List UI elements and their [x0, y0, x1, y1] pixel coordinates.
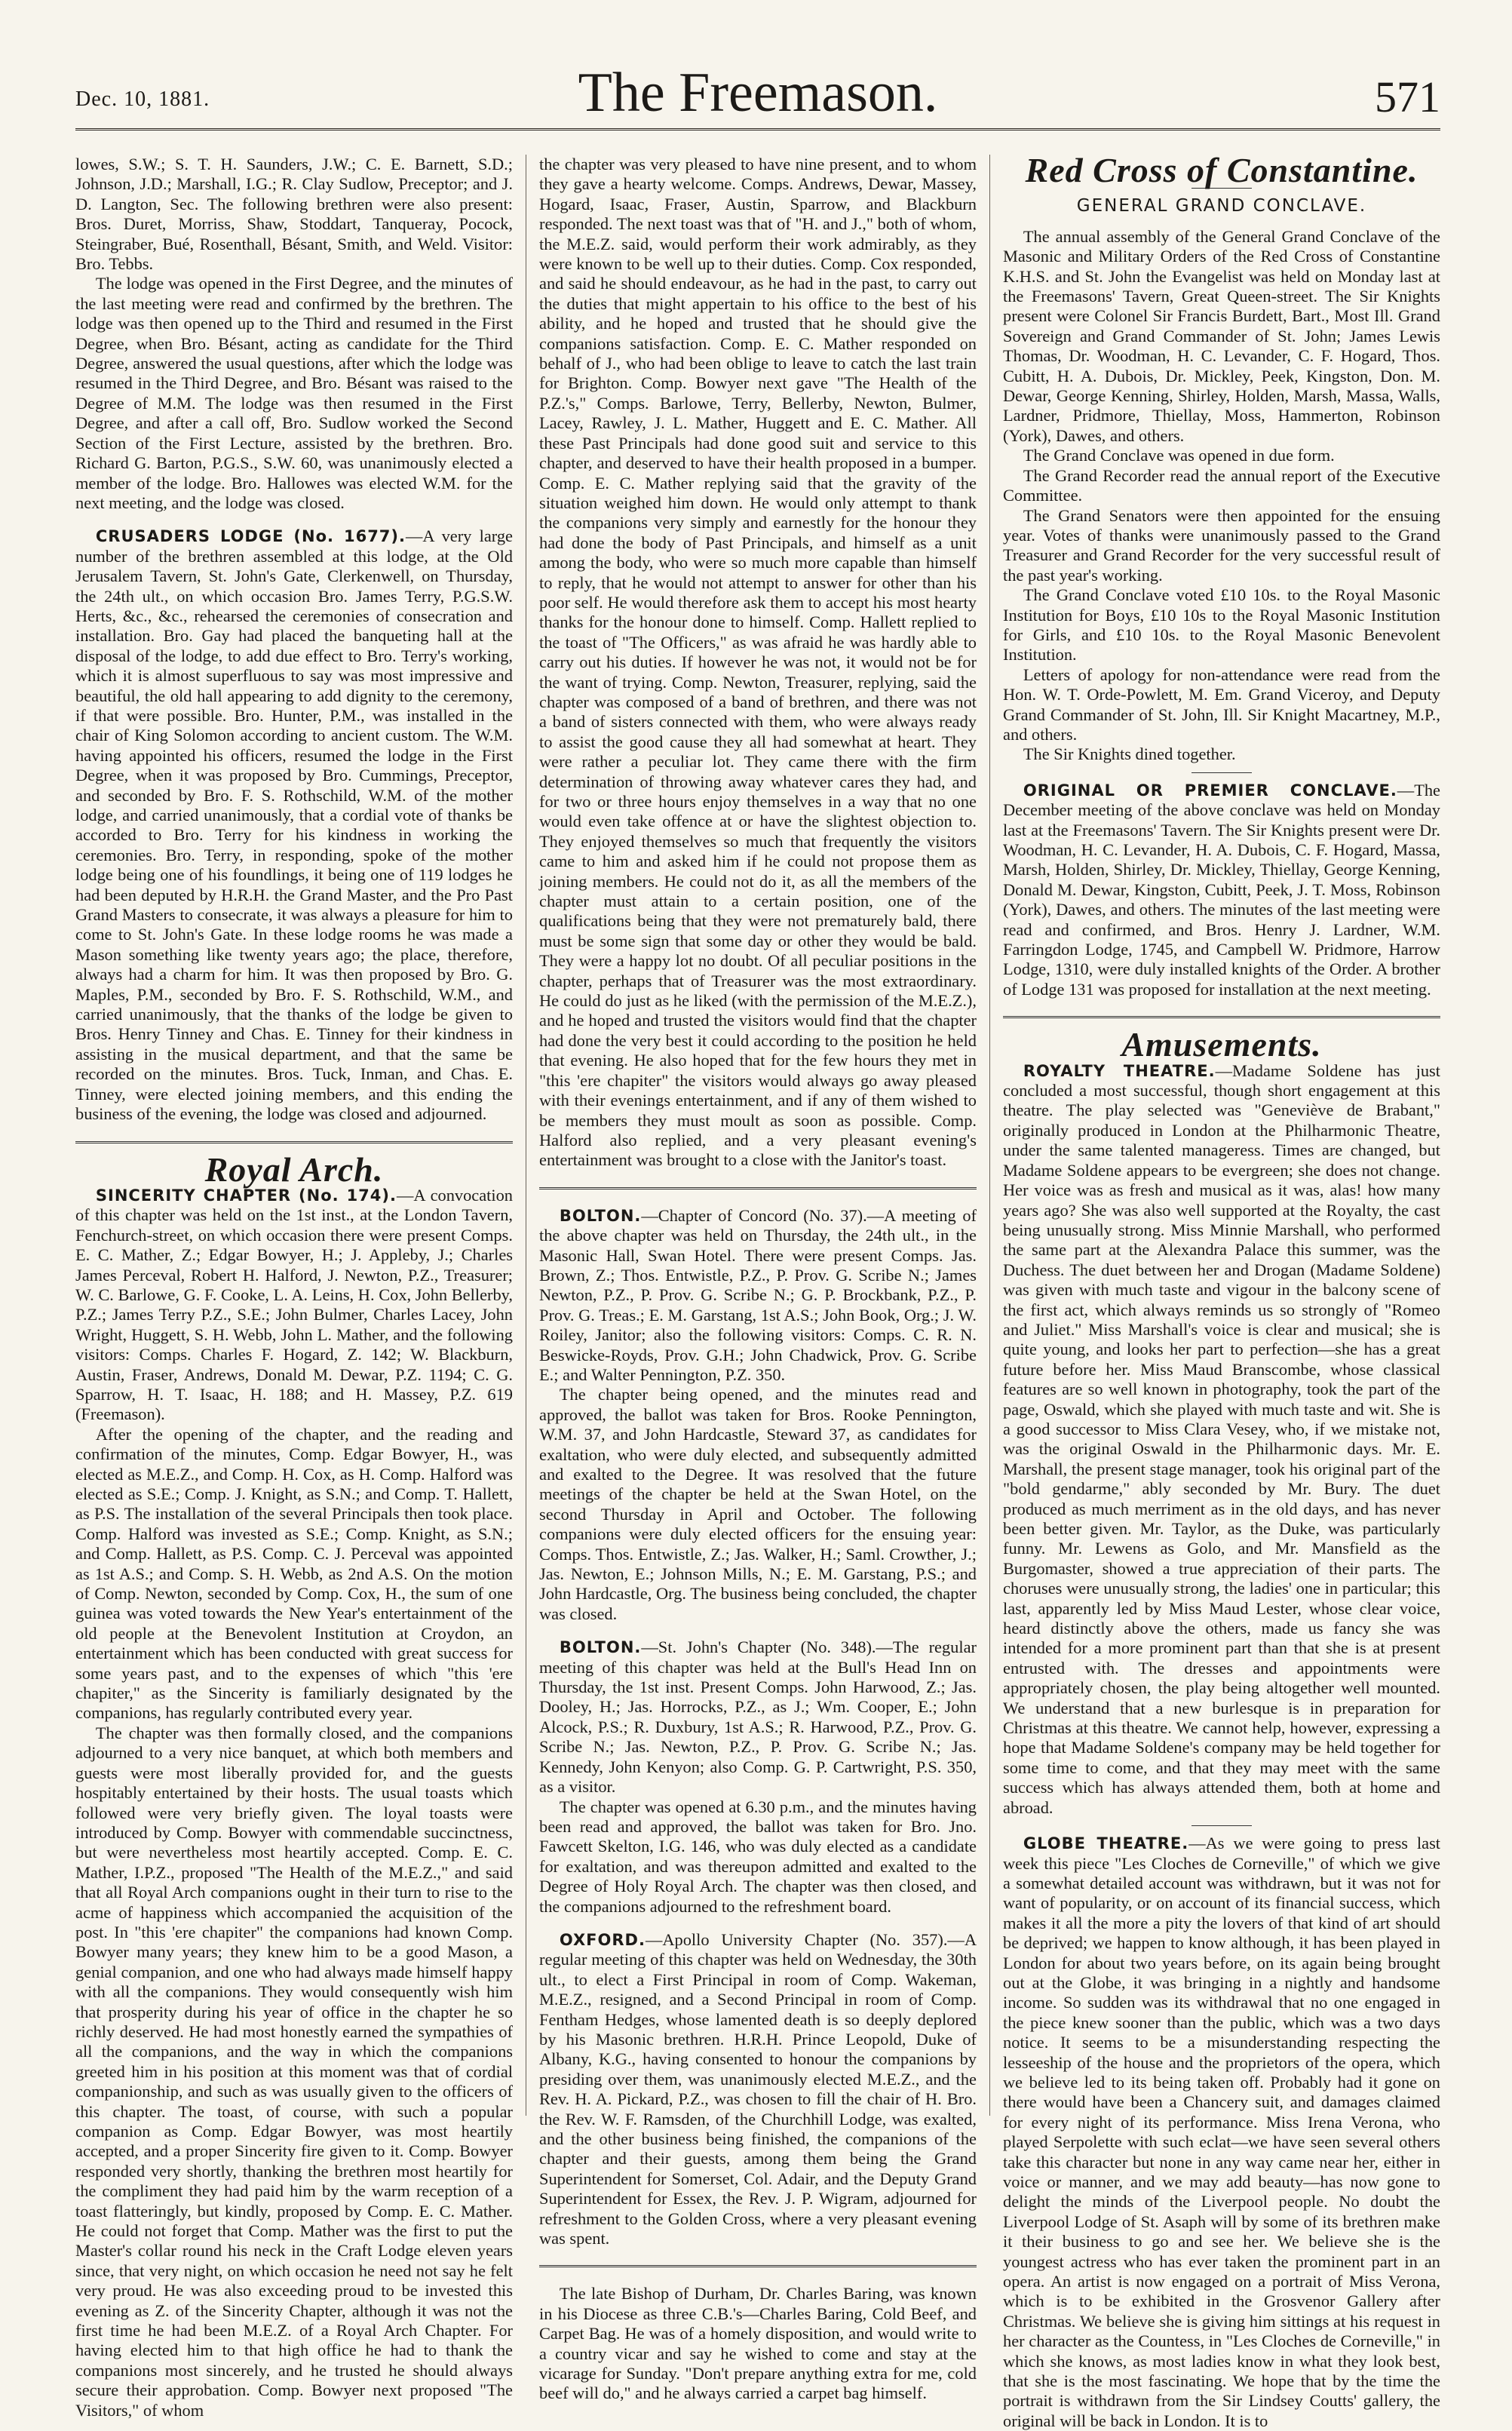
- royalty-theatre-review: ROYALTY THEATRE.—Madame Soldene has just concluded a most successful, though short engagement at this theatre. The play selected was "Geneviève de Brabant," originally produced in London at the Philharmonic Theatre, under the same talented manageress. Times are changed, but Madame Soldene appears to be evergreen; she does not change. Her voice was as fresh and musical as it was, alas! how many years ago? She was also well supported at the Royalty, the cast being unusually strong. Miss Minnie Marshall, who performed the same part at the Alexandra Palace this summer, was the Duchess. The duet between her and Drogan (Madame Soldene) was given with much taste and vigour in the balcony scene of the first act, which always reminds us so strongly of "Romeo and Juliet." Miss Marshall's voice is clear and musical; she is quite young, and looks her part to perfection—she has a great future before her. Miss Maud Branscombe, whose classical features are so well known in photography, took the part of the page, Oswald, which she played with much taste and wit. She is a good successor to Miss Clara Vesey, who, if we mistake not, was the original Oswald in the Philharmonic days. Mr. E. Marshall, the present stage manager, took his original part of the "bold gendarme," ably seconded by Mr. Bury. The duet produced as much merriment as in the old days, and has never been better given. Mr. Taylor, as the Duke, was particularly funny. Mr. Lewens as Golo, and Mr. Mansfield as the Burgomaster, showed a true appreciation of their parts. The choruses were unusually strong, the ladies' one in particular; this last, apparently led by Miss Maud Lester, whose clear voice, heard distinctly above the others, made us fancy she was intended for a more prominent part than that she is at present entrusted with. The dresses and appointments were appropriately chosen, the play being altogether well mounted. We understand that a new burlesque is in preparation for Christmas at this theatre. We cannot help, however, expressing a hope that Madame Soldene's company may be held together for some time to come, and that they may meet with the same success which has always attended them, both at home and abroad.: [1003, 1060, 1440, 1817]
- red-cross-heading: Red Cross of Constantine.: [1025, 151, 1418, 189]
- globe-theatre-review: GLOBE THEATRE.—As we were going to press last week this piece "Les Cloches de Corneville," of which we give a somewhat detailed account was withdrawn, but it was not for want of popularity, or on account of its financial success, which makes it all the more a pity the lovers of that kind of art should be deprived; we happen to know although, it has been played in London for about two years before, on its again being brought out at the Globe, it was bringing in a nightly and handsome income. So sudden was its withdrawal that no one engaged in the piece knew sooner than the public, which was a two days notice. It seems to be a misunderstanding respecting the lesseeship of the house and the proprietors of the opera, which we believe led to its being taken off. Probably had it gone on there would have been a Chancery suit, and damages claimed for every night of its performance. Miss Irena Verona, who played Serpolette with such eclat—we have seen several others take this character but none in any way came near her, either in voice or manner, and we may add beauty—has now gone to delight the minds of the Liverpool people. No doubt the Liverpool Lodge of St. Asaph will by some of its brethren make it their business to go and see her. We believe she is the youngest actress who has ever taken the prominent part in an opera. An artist is now engaged on a portrait of Miss Verona, which is to be exhibited in the Grosvenor Gallery after Christmas. We believe she is giving him sittings at his request in her character as the Countess, in "Les Cloches de Corneville," in which she knows, as most ladies know in what they look best, that she is the most fascinating. We hope that by the time the portrait is withdrawn from the Sir Lindsey Coutts' gallery, the original will be back in London. It is to: [1003, 1834, 1441, 2430]
- bolton-heading: BOLTON.: [559, 1638, 642, 1657]
- column-1: [75, 155, 513, 2420]
- section-divider: [539, 2265, 977, 2267]
- article-paragraph: the chapter was very pleased to have nine present, and to whom they gave a hearty welcome. Comps. Andrews, Dewar, Massey, Hogard, Isaac, Fraser, Austin, Sparrow, and Blackburn responded. The next toast was that of "H. and J.," both of whom, the M.E.Z. said, would perform their work admirably, as they were known to be well up to their duties. Comp. Cox responded, and said he should endeavour, as he had in the past, to carry out the duties that might appertain to his office to the best of his ability, and he hoped and trusted that he should give the companions satisfaction. Comp. E. C. Mather responded on behalf of J., who had been oblige to leave to catch the last train for Brighton. Comp. Bowyer next gave "The Health of the P.Z.'s," Comps. Barlowe, Terry, Bellerby, Newton, Bulmer, Lacey, Rawley, J. L. Mather, Huggett and E. C. Mather. All these Past Principals had done good suit and service to this chapter, and deserved to have their health proposed in a bumper. Comp. E. C. Mather replying said that the gravity of the situation weighed him down. He would only attempt to thank the companions very simply and earnestly for the honour they had done the body of Past Principals, and himself as a unit among the body, who were so much more capable than himself to reply, that he would not attempt to answer for other than his poor self. He would therefore ask them to accept his most hearty thanks for the honour done to himself. Comp. Hallett replied to the toast of "The Officers," as was afraid he was hardly able to carry out his duties. If however he was not, it would not be for the want of trying. Comp. Newton, Treasurer, replying, said the chapter was composed of a band of brethren, and there was not a band of sisters connected with them, who were always ready to assist the good cause they all had somewhat at heart. They were rather a peculiar lot. They came there with the firm determination of throwing away whatever cares they had, and for two or three hours enjoy themselves in a way that no one would even take offence at or have the slightest objection to. They enjoyed themselves so much that frequently the visitors came to him and asked him if he could not propose them as joining members. He could not do it, as all the members of the chapter must attain to a certain position, one of the qualifications being that they were not prematurely bald, there must be some sign that some day or other they would be bald. They were a happy lot no doubt. Of all peculiar positions in the chapter, perhaps that of Treasurer was the most extraordinary. He could do just as he liked (with the permission of the M.E.Z.), and he hoped and trusted the visitors would find that the chapter had done the very best it could according to the position he held that evening. He also hoped that for the few hours they met in "this 'ere chapiter" the visitors would always go away pleased with their evenings entertainment, and if any of them wished to be members they must moult as soon as possible. Comp. Halford also replied, and a very pleasant evening's entertainment was brought to a close with the Janitor's toast.: [539, 155, 977, 1170]
- article-paragraph: The Grand Conclave voted £10 10s. to the Royal Masonic Institution for Boys, £10 10s to the Royal Masonic Institution for Girls, and £10 10s. to the Royal Masonic Benevolent Institution.: [1003, 585, 1440, 665]
- column-divider: [989, 155, 990, 2116]
- issue-date: Dec. 10, 1881.: [75, 87, 210, 111]
- article-paragraph: The chapter was opened at 6.30 p.m., and the minutes having been read and approved, the ballot was taken for Bro. Jno. Fawcett Skelton, I.G. 146, who was duly elected as a candidate for exaltation, and was thereupon admitted and exalted to the Degree of Holy Royal Arch. The chapter was then closed, and the companions adjourned to the refreshment board.: [539, 1797, 977, 1916]
- section-divider: [75, 1141, 513, 1143]
- section-divider: [1003, 1016, 1440, 1018]
- article-paragraph: The lodge was opened in the First Degree, and the minutes of the last meeting were read and confirmed by the brethren. The lodge was then opened up to the Third and resumed in the First Degree, when Bro. Bésant, acting as candidate for the Third Degree, answered the usual questions, after which the lodge was resumed in the Third Degree, and Bro. Bésant was raised to the Degree of M.M. The lodge was then resumed in the First Degree, and after a call off, Bro. Sudlow worked the Second Section of the First Lecture, assisted by the brethren. Bro. Richard G. Barton, P.G.S., S.W. 60, was unanimously elected a member of the lodge. Bro. Hallowes was elected W.M. for the next meeting, and the lodge was closed.: [75, 274, 513, 512]
- amusements-heading: Amusements.: [1121, 1025, 1322, 1064]
- section-divider: [539, 1187, 977, 1189]
- sincerity-chapter-report: SINCERITY CHAPTER (No. 174).—A convocation of this chapter was held on the 1st inst., at the London Tavern, Fenchurch-street, on which occasion there were present Comps. E. C. Mather, Z.; Edgar Bowyer, H.; J. Appleby, J.; Charles James Perceval, Robert H. Halford, J. Newton, P.Z., Treasurer; W. C. Barlowe, G. F. Cooke, L. A. Leins, H. Cox, John Bellerby, P.Z.; James Terry P.Z., S.E.; John Bulmer, Charles Lacey, John Wright, Huggett, S. H. Webb, John L. Mather, and the following visitors: Comps. Charles F. Hogard, Z. 142; W. Blackburn, Austin, Fraser, Andrews, Donald M. Dewar, P.Z. 1194; C. G. Sparrow, H. T. Isaac, H. 188; and H. Massey, P.Z. 619 (Freemason).: [75, 1185, 513, 1424]
- article-paragraph: The chapter was then formally closed, and the companions adjourned to a very nice banquet, at which both members and guests were most liberally provided for, and the guests hospitably entertained by their hosts. The usual toasts which followed were very briefly given. The loyal toasts were introduced by Comp. Bowyer with commendable succinctness, but were nevertheless most heartily accepted. Comp. E. C. Mather, I.P.Z., proposed "The Health of the M.E.Z.," and said that all Royal Arch companions ought in their turn to rise to the acme of happiness which accompanied the acquisition of the post. In "this 'ere chapiter" the companions had known Comp. Bowyer many years; they knew him to be a good Mason, a genial companion, and one who had always made himself happy with all the companions. They would consequently wish him that prosperity during his year of office in the chapter he so richly deserved. He had most honestly earned the sympathies of all the companions, and the way in which the companions greeted him in his position at this moment was that of cordial companionship, and such as was usually given to the officers of this chapter. The toast, of course, with such a popular companion as Comp. Edgar Bowyer, was most heartily accepted, and a proper Sincerity fire given to it. Comp. Bowyer responded very shortly, thanking the brethren most heartily for the compliment they had paid him by the warm reception of a toast flatteringly, but kindly, proposed by Comp. E. C. Mather. He could not forget that Comp. Mather was the first to put the Master's collar round his neck in the Craft Lodge eleven years since, that very night, on which occasion he need not say he felt very proud. He was also exceeding proud to be invested this evening as Z. of the Sincerity Chapter, although it was not the first time he had been M.E.Z. of a Royal Arch Chapter. For having elected him to that high office he had to thank the companions most sincerely, and he trusted he should always secure their approbation. Comp. Bowyer next proposed "The Visitors," of whom: [75, 1723, 513, 2420]
- article-paragraph: The Sir Knights dined together.: [1023, 744, 1236, 764]
- article-paragraph: The chapter being opened, and the minutes read and approved, the ballot was taken for Bros. Rooke Pennington, W.M. 37, and John Hardcastle, Steward 37, as candidates for exaltation, who were duly elected, and subsequently admitted and exalted to the Degree. It was resolved that the future meetings of the chapter be held at the Swan Hotel, on the second Thursday in April and October. The following companions were duly elected officers for the ensuing year: Comps. Thos. Entwistle, Z.; Jas. Walker, H.; Saml. Crowther, J.; Jas. Newton, E.; Johnson Mills, N.; E. M. Garstang, P.S.; and John Hardcastle, Org. The business being concluded, the chapter was closed.: [539, 1385, 977, 1623]
- bolton-heading: BOLTON.: [559, 1206, 642, 1225]
- bishop-anecdote: The late Bishop of Durham, Dr. Charles Baring, was known in his Diocese as three C.B.'s—Charles Baring, Cold Beef, and Carpet Bag. He was of a homely disposition, and would write to a country vicar and say he wished to come and stay at the vicarage for Sunday. "Don't prepare anything extra for me, cold beef will do," and he always carried a carpet bag himself.: [539, 2284, 977, 2403]
- short-divider: [1192, 1825, 1252, 1826]
- crusaders-heading: CRUSADERS LODGE (No. 1677).: [95, 527, 406, 546]
- original-conclave-report: ORIGINAL OR PREMIER CONCLAVE.—The December meeting of the above conclave was held on Monday last at the Freemasons' Tavern. The Sir Knights present were Dr. Woodman, H. C. Levander, H. A. Dubois, C. F. Hogard, Massa, Marsh, Holden, Shirley, Dr. Mickley, Thiellay, George Kenning, Donald M. Dewar, Kingston, Cubitt, Peek, J. T. Moss, Robinson (York), Dawes, and others. The minutes of the last meeting were read and confirmed, and Bros. Henry J. Lardner, W.M. Farringdon Lodge, 1745, and Campbell W. Pridmore, Harrow Lodge, 1310, were duly installed knights of the Order. A brother of Lodge 131 was proposed for installation at the next meeting.: [1003, 780, 1440, 999]
- oxford-apollo-report: OXFORD.—Apollo University Chapter (No. 357).—A regular meeting of this chapter was held on Wednesday, the 30th ult., to elect a First Principal in room of Comp. Wakeman, M.E.Z., resigned, and a Second Principal in room of Comp. Fentham Hedges, whose lamented death is so deeply deplored by his Masonic brethren. H.R.H. Prince Leopold, Duke of Albany, K.G., having consented to honour the companions by presiding over them, was unanimously elected M.E.Z., and the Rev. H. A. Pickard, P.Z., was chosen to fill the chair of H. Bro. the Rev. W. F. Ramsden, of the Churchhill Lodge, was exalted, and the other business being finished, the companions of the chapter and their guests, among them being the Grand Superintendent for Somerset, Col. Adair, and the Deputy Grand Superintendent for Essex, the Rev. J. P. Wigram, adjourned for refreshment to the Golden Cross, where a very pleasant evening was spent.: [539, 1929, 977, 2248]
- short-divider: [1192, 772, 1252, 773]
- royalty-heading: ROYALTY THEATRE.: [1023, 1061, 1216, 1080]
- masthead: [75, 45, 1440, 130]
- sincerity-heading: SINCERITY CHAPTER (No. 174).: [95, 1186, 397, 1205]
- royal-arch-heading: Royal Arch.: [204, 1150, 384, 1189]
- newspaper-title: The Freemason.: [578, 62, 938, 124]
- original-conclave-heading: ORIGINAL OR PREMIER CONCLAVE.: [1023, 781, 1397, 800]
- article-paragraph: lowes, S.W.; S. T. H. Saunders, J.W.; C. E. Barnett, S.D.; Johnson, J.D.; Marshall, I.G.; R. Clay Sudlow, Preceptor; and J. D. Langton, Sec. The following brethren were also present: Bros. Duret, Morriss, Shaw, Stoddart, Tanqueray, Pocock, Steingraber, Bué, Rosenthall, Bésant, Smith, and Weld. Visitor: Bro. Tebbs.: [75, 155, 513, 274]
- general-grand-conclave-heading: GENERAL GRAND CONCLAVE.: [1076, 196, 1367, 216]
- article-paragraph: The Grand Conclave was opened in due form.: [1023, 446, 1335, 465]
- oxford-heading: OXFORD.: [559, 1930, 646, 1949]
- globe-heading: GLOBE THEATRE.: [1023, 1834, 1189, 1853]
- crusaders-lodge-report: CRUSADERS LODGE (No. 1677).—A very large number of the brethren assembled at this lodge, at the Old Jerusalem Tavern, St. John's Gate, Clerkenwell, on Thursday, the 24th ult., on which occasion Bro. James Terry, P.G.S.W. Herts, &c., &c., rehearsed the ceremonies of consecration and installation. Bro. Gay had placed the banqueting hall at the disposal of the lodge, to add due effect to Bro. Terry's working, which it is almost superfluous to say was most impressive and beautiful, the old hall appearing to add dignity to the ceremony, if that were possible. Bro. Hunter, P.M., was installed in the chair of King Solomon according to ancient custom. The W.M. having appointed his officers, resumed the lodge in the First Degree, when it was proposed by Bro. Cummings, Preceptor, and seconded by Bro. F. S. Rothschild, W.M. of the mother lodge, and carried unanimously, that a cordial vote of thanks be accorded to Bro. Terry for his kindness in working the ceremonies. Bro. Terry, in responding, spoke of the mother lodge being one of his foundlings, it being one of 119 lodges he had been deputed by H.R.H. the Grand Master, and the Pro Past Grand Masters to consecrate, it was always a pleasure for him to come to St. John's Gate. In these lodge rooms he was made a Mason something like twenty years ago; the place, therefore, always had a charm for him. It was then proposed by Bro. G. Maples, P.M., seconded by Bro. F. S. Rothschild, W.M., and carried unanimously, that the thanks of the lodge be given to Bros. Henry Tinney and Chas. E. Tinney for their kindness in assisting in the musical department, and that the same be recorded on the minutes. Bros. Tuck, Inman, and Chas. E. Tinney, were elected joining members, and this ending the business of the evening, the lodge was closed and adjourned.: [75, 526, 513, 1124]
- bolton-st-johns-report: BOLTON.—St. John's Chapter (No. 348).—The regular meeting of this chapter was held at the Bull's Head Inn on Thursday, the 1st inst. Present Comps. John Harwood, Z.; Jas. Dooley, H.; Jas. Horrocks, P.Z., as J.; Wm. Cooper, E.; John Alcock, P.S.; R. Duxbury, 1st A.S.; R. Harwood, P.Z., Prov. G. Scribe N.; Jas. Newton, P.Z., P. Prov. G. Scribe N.; Jas. Kennedy, John Kenyon; also Comp. G. P. Cartwright, P.S. 350, as a visitor.: [539, 1638, 977, 1797]
- article-paragraph: The annual assembly of the General Grand Conclave of the Masonic and Military Orders of the Red Cross of Constantine K.H.S. and St. John the Evangelist was held on Monday last at the Freemasons' Tavern, Great Queen-street. The Sir Knights present were Colonel Sir Francis Burdett, Bart., Most Ill. Grand Sovereign and Grand Commander of St. John; James Lewis Thomas, Dr. Woodman, H. C. Levander, C. F. Hogard, Thos. Cubitt, H. A. Dubois, Dr. Mickley, Peek, Kingston, Don. M. Dewar, George Kenning, Shirley, Holden, Marsh, Massa, Walls, Lardner, Pridmore, Thiellay, Moss, Hammerton, Robinson (York), Dawes, and others.: [1003, 226, 1440, 445]
- article-paragraph: Letters of apology for non-attendance were read from the Hon. W. T. Orde-Powlett, M. Em. Grand Viceroy, and Deputy Grand Commander of St. John, Ill. Sir Knight Macartney, M.P., and others.: [1003, 665, 1440, 744]
- column-3: [1003, 151, 1441, 2430]
- article-paragraph: The Grand Senators were then appointed for the ensuing year. Votes of thanks were unanimously passed to the Grand Treasurer and Grand Recorder for the very successful result of the past year's working.: [1003, 505, 1440, 585]
- column-2: [539, 155, 977, 2403]
- bolton-concord-report: BOLTON.—Chapter of Concord (No. 37).—A meeting of the above chapter was held on Thursday, the 24th ult., in the Masonic Hall, Swan Hotel. There were present Comps. Jas. Brown, Z.; Thos. Entwistle, P.Z., P. Prov. G. Scribe N.; James Newton, P.Z., P. Prov. G. Scribe N.; G. P. Brockbank, P.Z., P. Prov. G. Treas.; E. M. Garstang, 1st A.S.; John Book, Org.; J. W. Roiley, Janitor; also the following visitors: Comps. C. R. N. Beswicke-Royds, Prov. G.H.; John Chadwick, Prov. G. Scribe E.; and Walter Pennington, P.Z. 350.: [539, 1205, 977, 1384]
- page-number: 571: [1375, 72, 1440, 121]
- article-paragraph: After the opening of the chapter, and the reading and confirmation of the minutes, Comp. Edgar Bowyer, H., was elected as M.E.Z., and Comp. H. Cox, as H. Comp. Halford was elected as S.E.; Comp. J. Knight, as S.N.; and Comp. T. Hallett, as P.S. The installation of the several Principals then took place. Comp. Halford was invested as S.E.; Comp. Knight, as S.N.; and Comp. Hallett, as P.S. Comp. C. J. Perceval was appointed as 1st A.S.; and Comp. S. H. Webb, as 2nd A.S. On the motion of Comp. Newton, seconded by Comp. Cox, H., the sum of one guinea was voted towards the New Year's entertainment of the old people at the Benevolent Institution at Croydon, an entertainment which has been conducted with great success for some years past, and to the expenses of which "this 'ere chapiter," as the Sincerity is familiarly designated by the companions, has regularly contributed every year.: [75, 1424, 513, 1723]
- article-paragraph: The Grand Recorder read the annual report of the Executive Committee.: [1003, 465, 1440, 505]
